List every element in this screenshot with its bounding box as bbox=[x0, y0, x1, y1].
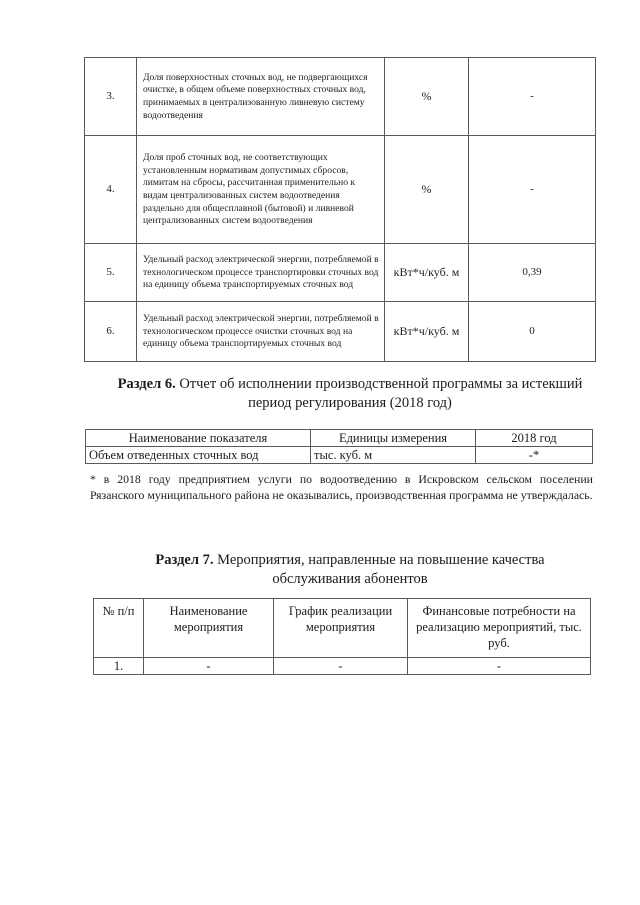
section-7-title-line1: Мероприятия, направленные на повышение качества bbox=[217, 552, 545, 568]
table-cell: Объем отведенных сточных вод bbox=[86, 447, 311, 464]
indicator-unit: кВт*ч/куб. м bbox=[385, 244, 469, 302]
indicator-name: Доля проб сточных вод, не соответствующих установленным нормативам допустимых сбросов, лимитам на сбросы, рассчитанная применительно к видам централизованных систем водоотведения раздельно для общесплавной (бытовой) и ливневой централизованных систем водоотведения bbox=[137, 136, 385, 244]
section-7-heading bbox=[60, 551, 640, 589]
section-6-heading bbox=[60, 375, 640, 413]
column-header: Единицы измерения bbox=[311, 430, 476, 447]
column-header: Наименование показателя bbox=[86, 430, 311, 447]
indicator-value: - bbox=[469, 136, 596, 244]
section-7-title-line2: обслуживания абонентов bbox=[272, 571, 428, 587]
section-6-title-line2: период регулирования (2018 год) bbox=[248, 395, 452, 411]
report-table bbox=[85, 429, 593, 464]
table-cell: - bbox=[274, 658, 408, 675]
table-row bbox=[85, 302, 596, 362]
table-header-row bbox=[86, 430, 593, 447]
table-cell: - bbox=[408, 658, 591, 675]
measures-table bbox=[93, 598, 591, 675]
table-row bbox=[85, 244, 596, 302]
table-row bbox=[85, 58, 596, 136]
indicator-name: Доля поверхностных сточных вод, не подвергающихся очистке, в общем объеме поверхностных сточных вод, принимаемых в централизованную ливневую систему водоотведения bbox=[137, 58, 385, 136]
indicator-value: 0 bbox=[469, 302, 596, 362]
column-header: Наименование мероприятия bbox=[144, 599, 274, 658]
section-6-label: Раздел 6. bbox=[117, 376, 176, 392]
table-row bbox=[94, 658, 591, 675]
indicator-value: - bbox=[469, 58, 596, 136]
row-number: 5. bbox=[85, 244, 137, 302]
indicator-value: 0,39 bbox=[469, 244, 596, 302]
column-header: Финансовые потребности на реализацию мероприятий, тыс. руб. bbox=[408, 599, 591, 658]
table-header-row bbox=[94, 599, 591, 658]
table-cell: - bbox=[144, 658, 274, 675]
row-number: 4. bbox=[85, 136, 137, 244]
row-number: 6. bbox=[85, 302, 137, 362]
column-header: № п/п bbox=[94, 599, 144, 658]
table-cell: 1. bbox=[94, 658, 144, 675]
section-7-label: Раздел 7. bbox=[155, 552, 214, 568]
table-cell: тыс. куб. м bbox=[311, 447, 476, 464]
column-header: График реализации мероприятия bbox=[274, 599, 408, 658]
section-6-title-line1: Отчет об исполнении производственной программы за истекший bbox=[179, 376, 583, 392]
row-number: 3. bbox=[85, 58, 137, 136]
indicator-name: Удельный расход электрической энергии, потребляемой в технологическом процессе транспортировки сточных вод на единицу объема транспортируемых сточных вод bbox=[137, 244, 385, 302]
indicator-unit: % bbox=[385, 58, 469, 136]
indicators-table bbox=[84, 57, 596, 362]
indicator-name: Удельный расход электрической энергии, потребляемой в технологическом процессе очистки сточных вод на единицу объема транспортируемых сточных вод bbox=[137, 302, 385, 362]
footnote: * в 2018 году предприятием услуги по водоотведению в Искровском сельском поселении Рязанского муниципального района не оказывались, производственная программа не утверждалась. bbox=[90, 472, 593, 502]
table-row bbox=[86, 447, 593, 464]
table-row bbox=[85, 136, 596, 244]
indicator-unit: % bbox=[385, 136, 469, 244]
column-header: 2018 год bbox=[476, 430, 593, 447]
table-cell: -* bbox=[476, 447, 593, 464]
indicator-unit: кВт*ч/куб. м bbox=[385, 302, 469, 362]
